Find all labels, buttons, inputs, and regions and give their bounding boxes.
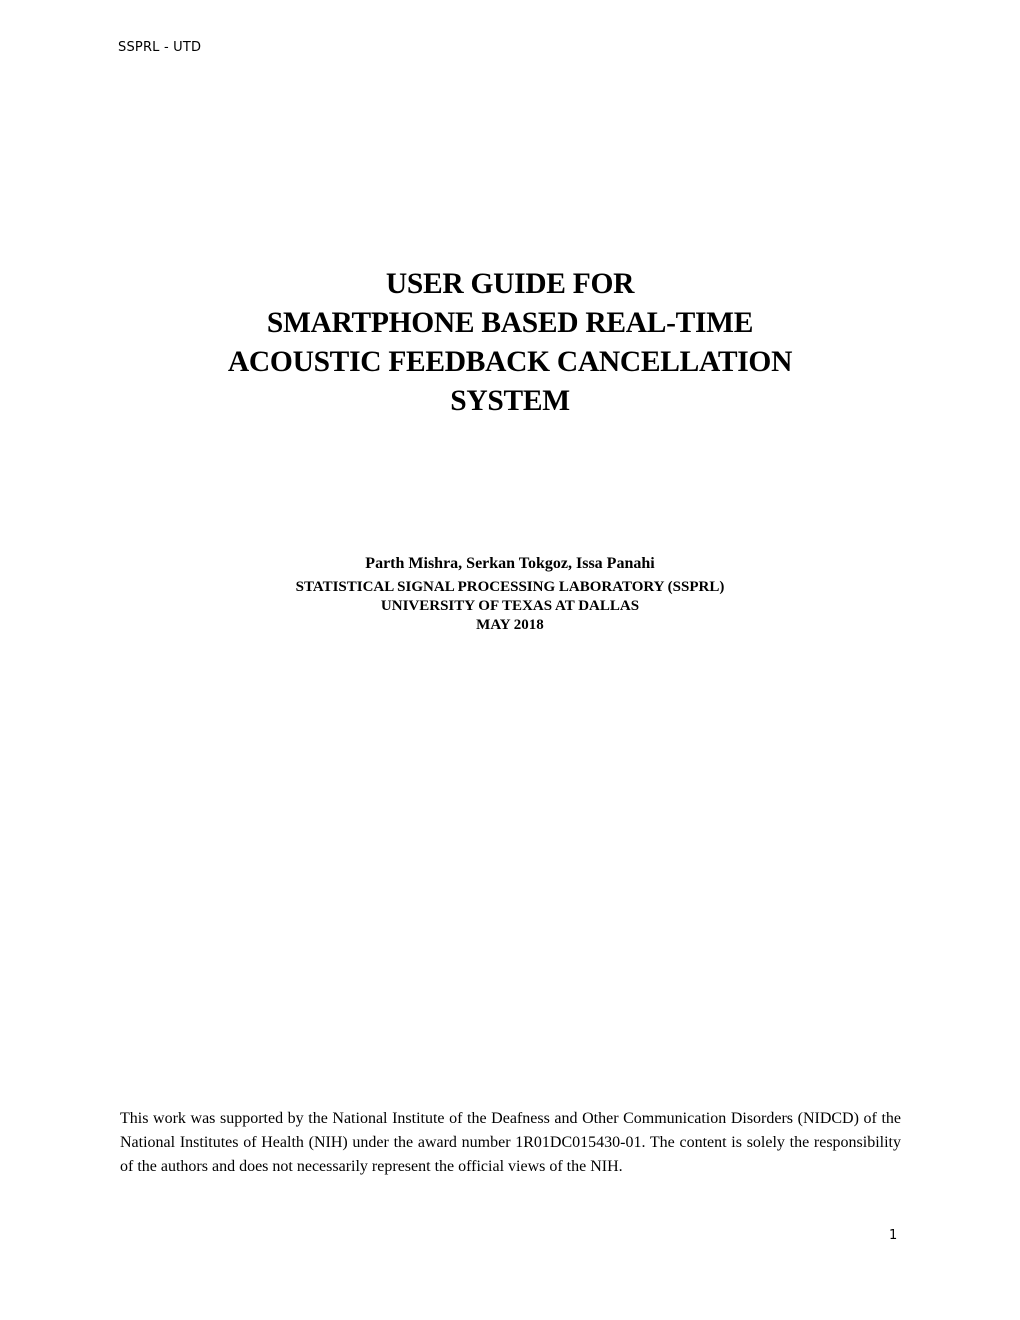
title-line-2: SMARTPHONE BASED REAL-TIME [266,307,754,339]
author-list: Parth Mishra, Serkan Tokgoz, Issa Panahi [365,555,655,572]
document-title [0,265,1020,421]
byline [0,554,1020,635]
lab-name: STATISTICAL SIGNAL PROCESSING LABORATORY (SSPRL) [295,579,725,595]
funding-acknowledgment: This work was supported by the National Institute of the Deafness and Other Communication Disorders (NIDCD) of the National Institutes of Health (NIH) under the award number 1R01DC015430-01. The content is solely the responsibility of the authors and does not necessarily represent the official views of the NIH. [120,1110,901,1175]
university-name: UNIVERSITY OF TEXAS AT DALLAS [380,598,640,614]
page-number: 1 [889,1228,898,1243]
title-line-3: ACOUSTIC FEEDBACK CANCELLATION [227,346,793,378]
running-header: SSPRL - UTD [118,40,202,55]
publication-date: MAY 2018 [476,617,544,633]
title-line-1: USER GUIDE FOR [385,268,635,300]
title-line-4: SYSTEM [450,385,570,417]
